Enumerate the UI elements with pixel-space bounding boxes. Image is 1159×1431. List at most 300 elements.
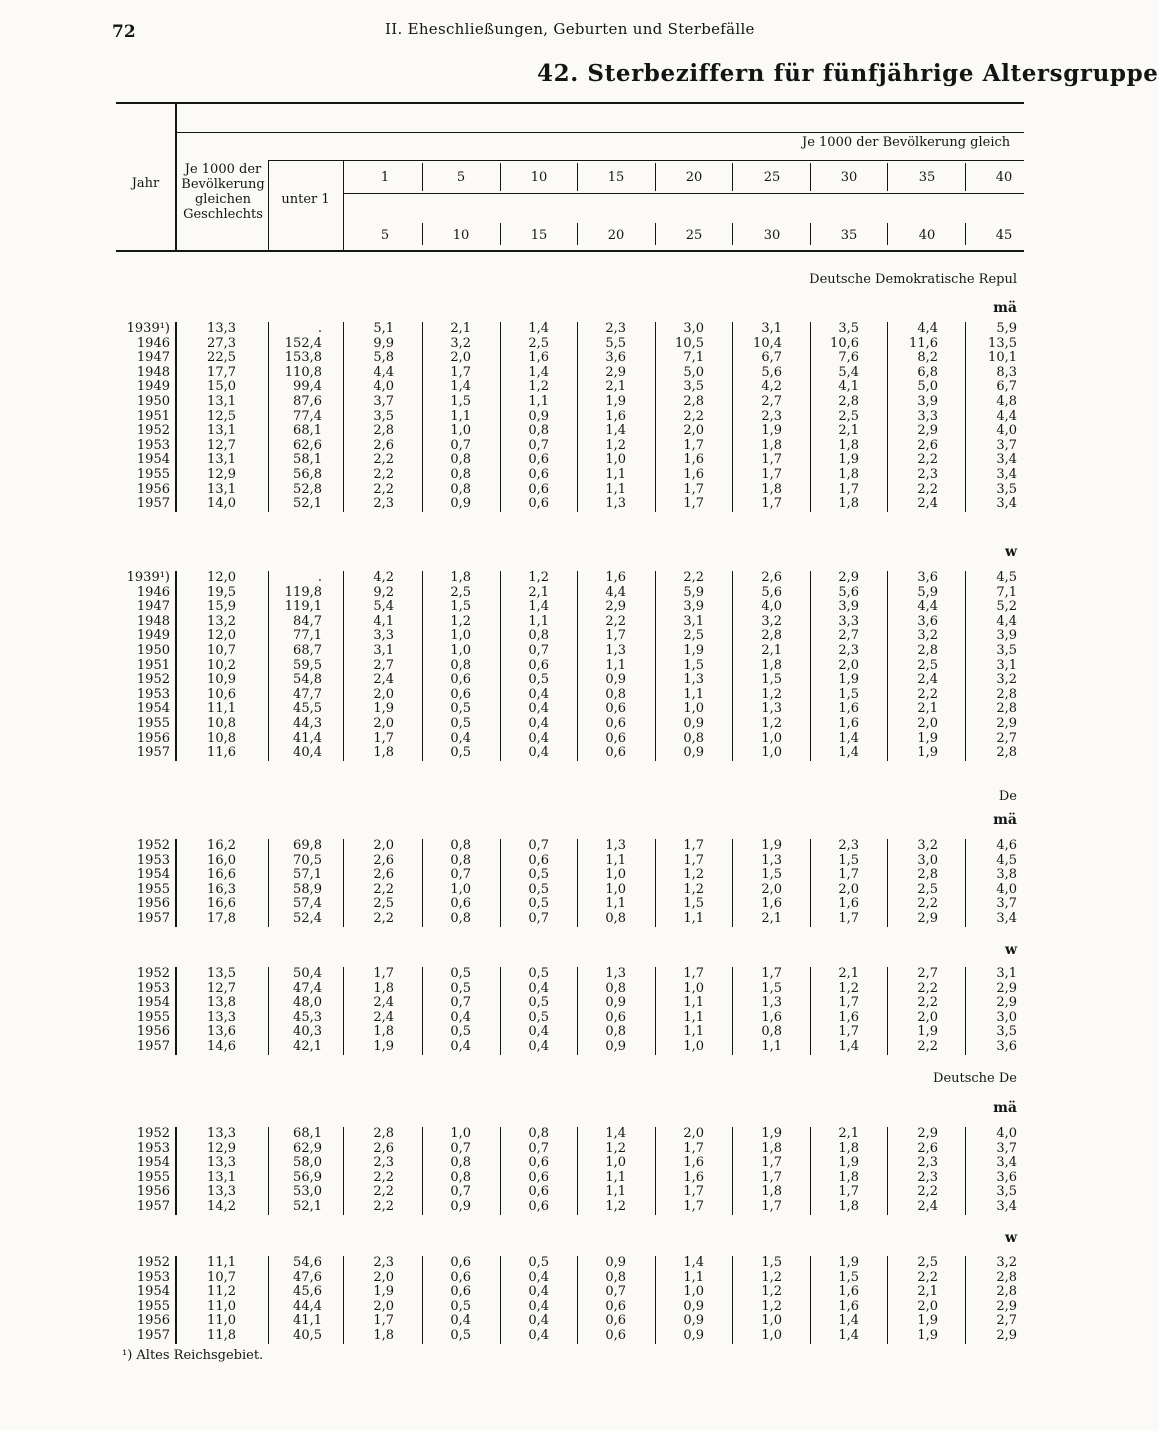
value-cell: 3,7 [996, 437, 1017, 453]
value-cell: 4,8 [996, 394, 1017, 409]
value-cell: 2,1 [838, 966, 859, 981]
value-cell: 0,4 [450, 1039, 471, 1054]
year-cell: 1956 [136, 730, 170, 746]
value-cell: 3,0 [917, 852, 938, 868]
age-from-2: 10 [530, 170, 548, 185]
value-cell: 1,7 [683, 852, 704, 868]
value-cell: 3,9 [996, 628, 1017, 644]
value-cell: 1,4 [838, 745, 859, 761]
year-cell: 1957 [136, 911, 170, 926]
value-cell: 152,4 [284, 335, 322, 351]
value-cell: 0,4 [528, 1024, 549, 1040]
value-cell: 3,7 [373, 394, 394, 409]
value-cell: 3,5 [683, 379, 704, 395]
value-cell: 41,1 [293, 1313, 322, 1329]
value-cell: 2,9 [917, 423, 938, 439]
value-cell: 0,6 [450, 686, 471, 702]
value-cell: 5,2 [996, 599, 1017, 615]
value-cell: 0,5 [528, 1255, 549, 1270]
value-cell: 5,8 [373, 350, 394, 366]
value-cell: 1,6 [761, 896, 782, 912]
value-cell: 54,6 [293, 1255, 322, 1270]
value-cell: 3,2 [450, 335, 471, 351]
value-cell: 48,0 [293, 995, 322, 1011]
value-cell: 56,9 [293, 1169, 322, 1185]
value-cell: 13,1 [207, 481, 236, 497]
value-cell: 1,9 [838, 452, 859, 468]
value-cell: 42,1 [293, 1039, 322, 1054]
age-from-4: 20 [685, 170, 703, 185]
value-cell: 0,4 [528, 716, 549, 731]
value-cell: 40,5 [293, 1328, 322, 1343]
value-cell: 2,0 [373, 1298, 394, 1314]
value-cell: 0,7 [528, 838, 549, 853]
value-cell: 0,8 [605, 980, 626, 996]
value-cell: 0,9 [450, 496, 471, 512]
value-cell: 2,2 [917, 481, 938, 497]
value-cell: 19,5 [207, 584, 236, 600]
year-cell: 1953 [136, 980, 170, 996]
value-cell: 2,2 [373, 481, 394, 497]
value-cell: 13,1 [207, 423, 236, 439]
value-cell: 58,1 [293, 452, 322, 468]
value-cell: 3,6 [996, 1169, 1017, 1185]
value-cell: 3,2 [917, 838, 938, 853]
value-cell: 2,1 [917, 701, 938, 717]
value-cell: 0,9 [683, 716, 704, 731]
value-cell: 2,2 [373, 881, 394, 897]
value-cell: 3,7 [996, 896, 1017, 912]
table-row [0, 1184, 1024, 1199]
value-cell: 0,8 [450, 452, 471, 468]
age-header-divider [810, 223, 811, 245]
value-cell: 0,6 [605, 1313, 626, 1329]
value-cell: 1,3 [605, 643, 626, 658]
year-cell: 1949 [136, 628, 170, 644]
table-row [0, 1270, 1024, 1285]
age-header-divider [732, 163, 733, 191]
value-cell: 84,7 [293, 613, 322, 629]
value-cell: 1,7 [838, 1184, 859, 1200]
value-cell: 2,1 [528, 584, 549, 600]
value-cell: 1,9 [838, 1155, 859, 1171]
table-row [0, 838, 1024, 853]
value-cell: 13,3 [207, 321, 236, 336]
age-from-6: 30 [840, 170, 858, 185]
year-cell: 1947 [136, 599, 170, 615]
value-cell: 58,0 [293, 1155, 322, 1171]
value-cell: 1,3 [761, 852, 782, 868]
year-cell: 1957 [136, 1328, 170, 1343]
value-cell: 1,4 [605, 1126, 626, 1141]
value-cell: 4,4 [917, 321, 938, 336]
value-cell: 2,8 [996, 701, 1017, 717]
value-cell: 1,6 [683, 1155, 704, 1171]
table-row [0, 438, 1024, 453]
value-cell: 47,4 [293, 980, 322, 996]
value-cell: 2,5 [917, 881, 938, 897]
value-cell: 3,1 [683, 613, 704, 629]
age-header-divider [500, 223, 501, 245]
table-row [0, 896, 1024, 911]
value-cell: 2,2 [683, 408, 704, 424]
value-cell: 12,7 [207, 437, 236, 453]
table-row [0, 1155, 1024, 1170]
year-cell: 1957 [136, 1039, 170, 1054]
value-cell: 0,6 [450, 1255, 471, 1270]
value-cell: 1,6 [838, 701, 859, 717]
value-cell: 1,4 [683, 1255, 704, 1270]
value-cell: 1,9 [605, 394, 626, 409]
value-cell: 2,1 [761, 643, 782, 658]
value-cell: 2,6 [761, 570, 782, 585]
value-cell: 4,4 [996, 613, 1017, 629]
value-cell: 1,1 [683, 1269, 704, 1285]
value-cell: 87,6 [293, 394, 322, 409]
value-cell: 1,7 [373, 1313, 394, 1329]
value-cell: 13,2 [207, 613, 236, 629]
value-cell: 0,9 [683, 1313, 704, 1329]
value-cell: 2,0 [373, 686, 394, 702]
value-cell: 1,3 [683, 672, 704, 688]
value-cell: 1,5 [761, 867, 782, 883]
section-region-label: De [998, 789, 1017, 804]
value-cell: 0,6 [528, 481, 549, 497]
value-cell: 1,9 [917, 1328, 938, 1343]
value-cell: 5,6 [838, 584, 859, 600]
value-cell: 40,3 [293, 1024, 322, 1040]
value-cell: 1,0 [683, 1284, 704, 1300]
value-cell: 119,8 [284, 584, 322, 600]
value-cell: 2,5 [528, 335, 549, 351]
value-cell: 0,6 [605, 1328, 626, 1343]
value-cell: 0,6 [528, 657, 549, 673]
value-cell: 10,5 [675, 335, 704, 351]
header-divider-jahr [175, 104, 177, 250]
year-cell: 1946 [136, 335, 170, 351]
value-cell: 1,8 [761, 1140, 782, 1156]
value-cell: 1,1 [450, 408, 471, 424]
table-row [0, 1126, 1024, 1141]
value-cell: 2,1 [838, 1126, 859, 1141]
age-header-divider [500, 163, 501, 191]
value-cell: 1,0 [605, 881, 626, 897]
value-cell: 5,4 [838, 364, 859, 380]
value-cell: 77,1 [293, 628, 322, 644]
value-cell: 1,1 [605, 1184, 626, 1200]
year-cell: 1953 [136, 437, 170, 453]
value-cell: 1,5 [683, 896, 704, 912]
year-cell: 1956 [136, 896, 170, 912]
value-cell: 0,7 [528, 643, 549, 658]
value-cell: 1,1 [605, 467, 626, 482]
value-cell: 0,6 [605, 701, 626, 717]
value-cell: 2,8 [373, 423, 394, 439]
value-cell: 0,8 [450, 467, 471, 482]
value-cell: 22,5 [207, 350, 236, 366]
value-cell: 1,1 [528, 613, 549, 629]
value-cell: 0,7 [450, 867, 471, 883]
value-cell: 4,4 [996, 408, 1017, 424]
value-cell: 1,9 [683, 643, 704, 658]
value-cell: 13,8 [207, 995, 236, 1011]
value-cell: 3,2 [917, 628, 938, 644]
value-cell: 3,1 [996, 657, 1017, 673]
value-cell: 1,0 [605, 452, 626, 468]
value-cell: 0,4 [528, 686, 549, 702]
table-row [0, 628, 1024, 643]
value-cell: 1,0 [450, 881, 471, 897]
value-cell: 3,3 [917, 408, 938, 424]
header-under-1: unter 1 [281, 192, 330, 207]
value-cell: 0,4 [528, 730, 549, 746]
value-cell: 0,8 [605, 686, 626, 702]
value-cell: 1,7 [683, 966, 704, 981]
value-cell: 3,8 [996, 867, 1017, 883]
value-cell: 3,5 [373, 408, 394, 424]
value-cell: 10,8 [207, 730, 236, 746]
value-cell: 1,6 [838, 716, 859, 731]
value-cell: 1,3 [761, 701, 782, 717]
value-cell: 54,8 [293, 672, 322, 688]
value-cell: 0,8 [683, 730, 704, 746]
value-cell: 0,6 [605, 716, 626, 731]
year-cell: 1954 [136, 1155, 170, 1171]
value-cell: 0,5 [528, 672, 549, 688]
value-cell: . [317, 570, 322, 585]
value-cell: 1,2 [605, 437, 626, 453]
value-cell: 0,4 [528, 1313, 549, 1329]
value-cell: 1,7 [373, 966, 394, 981]
value-cell: 13,3 [207, 1184, 236, 1200]
value-cell: 2,0 [683, 423, 704, 439]
year-cell: 1949 [136, 379, 170, 395]
table-row [0, 1039, 1024, 1054]
value-cell: 2,4 [917, 672, 938, 688]
value-cell: 0,6 [605, 1009, 626, 1025]
value-cell: 0,4 [528, 1269, 549, 1285]
value-cell: 52,8 [293, 481, 322, 497]
value-cell: 0,5 [528, 867, 549, 883]
value-cell: 3,4 [996, 496, 1017, 512]
value-cell: 2,2 [917, 1184, 938, 1200]
value-cell: 1,0 [450, 423, 471, 439]
value-cell: 3,0 [683, 321, 704, 336]
year-cell: 1955 [136, 1009, 170, 1025]
value-cell: 2,4 [917, 496, 938, 512]
value-cell: 14,2 [207, 1199, 236, 1214]
value-cell: 2,7 [761, 394, 782, 409]
value-cell: 52,1 [293, 496, 322, 512]
value-cell: 3,9 [917, 394, 938, 409]
value-cell: 1,2 [528, 570, 549, 585]
value-cell: 16,3 [207, 881, 236, 897]
value-cell: 53,0 [293, 1184, 322, 1200]
year-cell: 1947 [136, 350, 170, 366]
value-cell: 4,0 [373, 379, 394, 395]
value-cell: 1,6 [838, 1009, 859, 1025]
value-cell: 2,4 [373, 1009, 394, 1025]
value-cell: 1,8 [761, 437, 782, 453]
value-cell: 1,0 [450, 643, 471, 658]
value-cell: 1,1 [683, 1009, 704, 1025]
table-row [0, 882, 1024, 897]
value-cell: 5,1 [373, 321, 394, 336]
value-cell: 1,8 [373, 745, 394, 761]
value-cell: 1,2 [528, 379, 549, 395]
value-cell: 0,8 [605, 1024, 626, 1040]
value-cell: 0,9 [683, 1328, 704, 1343]
value-cell: 2,7 [996, 1313, 1017, 1329]
value-cell: 27,3 [207, 335, 236, 351]
value-cell: 2,3 [373, 1155, 394, 1171]
value-cell: 0,6 [528, 496, 549, 512]
value-cell: 3,5 [996, 1024, 1017, 1040]
header-per1000-same-sex: Je 1000 der Bevölkerung gleichen Geschlechts [181, 162, 265, 222]
value-cell: 1,3 [761, 995, 782, 1011]
value-cell: 1,1 [683, 911, 704, 926]
age-to-6: 35 [840, 228, 858, 243]
value-cell: 2,2 [373, 1199, 394, 1214]
age-header-divider [577, 223, 578, 245]
section-sex-label: mä [993, 812, 1017, 828]
value-cell: 2,7 [996, 730, 1017, 746]
value-cell: 2,3 [917, 1169, 938, 1185]
value-cell: 1,4 [838, 730, 859, 746]
table-title: 42. Sterbeziffern für fünfjährige Altersgruppe [537, 60, 1159, 87]
year-cell: 1954 [136, 867, 170, 883]
value-cell: 0,6 [605, 745, 626, 761]
value-cell: 1,7 [838, 1024, 859, 1040]
value-cell: 2,9 [605, 364, 626, 380]
value-cell: 1,7 [450, 364, 471, 380]
value-cell: 1,9 [373, 1284, 394, 1300]
value-cell: 12,7 [207, 980, 236, 996]
value-cell: 2,9 [996, 1298, 1017, 1314]
year-cell: 1953 [136, 1269, 170, 1285]
value-cell: 0,9 [605, 672, 626, 688]
value-cell: 1,8 [838, 1169, 859, 1185]
value-cell: 0,5 [450, 1328, 471, 1343]
year-cell: 1939¹) [126, 570, 170, 585]
value-cell: 1,6 [605, 570, 626, 585]
value-cell: 0,8 [450, 1169, 471, 1185]
age-header-divider [655, 163, 656, 191]
value-cell: 3,4 [996, 452, 1017, 468]
table-row [0, 1141, 1024, 1156]
value-cell: 2,3 [605, 321, 626, 336]
value-cell: 2,9 [996, 995, 1017, 1011]
value-cell: 2,2 [605, 613, 626, 629]
value-cell: 2,2 [373, 1169, 394, 1185]
value-cell: 0,6 [450, 896, 471, 912]
value-cell: 4,4 [917, 599, 938, 615]
value-cell: 153,8 [284, 350, 322, 366]
value-cell: 8,2 [917, 350, 938, 366]
year-cell: 1957 [136, 1199, 170, 1214]
value-cell: 5,5 [605, 335, 626, 351]
value-cell: 57,4 [293, 896, 322, 912]
value-cell: 1,9 [373, 701, 394, 717]
value-cell: 1,0 [761, 1328, 782, 1343]
value-cell: 0,9 [450, 1199, 471, 1214]
value-cell: 0,5 [528, 896, 549, 912]
value-cell: 1,4 [450, 379, 471, 395]
age-header-divider [577, 163, 578, 191]
value-cell: 0,4 [528, 1039, 549, 1054]
value-cell: 0,7 [450, 1184, 471, 1200]
year-cell: 1951 [136, 408, 170, 424]
value-cell: 7,1 [996, 584, 1017, 600]
year-cell: 1955 [136, 467, 170, 482]
value-cell: 47,7 [293, 686, 322, 702]
value-cell: 2,5 [683, 628, 704, 644]
value-cell: 10,7 [207, 1269, 236, 1285]
year-cell: 1957 [136, 745, 170, 761]
value-cell: 99,4 [293, 379, 322, 395]
value-cell: 2,5 [373, 896, 394, 912]
value-cell: 13,5 [207, 966, 236, 981]
value-cell: 44,4 [293, 1298, 322, 1314]
value-cell: 2,8 [838, 394, 859, 409]
age-header-divider [887, 223, 888, 245]
value-cell: 5,0 [917, 379, 938, 395]
section-sex-label: w [1004, 544, 1017, 560]
value-cell: 0,4 [450, 730, 471, 746]
value-cell: 5,0 [683, 364, 704, 380]
value-cell: 62,6 [293, 437, 322, 453]
value-cell: 1,8 [373, 1024, 394, 1040]
value-cell: 1,8 [838, 437, 859, 453]
value-cell: 11,1 [207, 701, 236, 717]
table-row [0, 379, 1024, 394]
value-cell: 119,1 [284, 599, 322, 615]
age-to-1: 10 [452, 228, 470, 243]
value-cell: 1,2 [761, 686, 782, 702]
table-row [0, 482, 1024, 497]
value-cell: 13,3 [207, 1126, 236, 1141]
value-cell: 12,0 [207, 570, 236, 585]
age-from-3: 15 [607, 170, 625, 185]
value-cell: 0,5 [450, 716, 471, 731]
value-cell: 1,2 [605, 1199, 626, 1214]
value-cell: 2,5 [450, 584, 471, 600]
value-cell: 1,2 [761, 1284, 782, 1300]
value-cell: 1,2 [761, 1269, 782, 1285]
value-cell: 3,6 [605, 350, 626, 366]
value-cell: 0,5 [528, 995, 549, 1011]
value-cell: 10,4 [753, 335, 782, 351]
year-cell: 1948 [136, 613, 170, 629]
year-cell: 1950 [136, 394, 170, 409]
value-cell: 0,5 [528, 966, 549, 981]
value-cell: 8,3 [996, 364, 1017, 380]
age-header-divider [965, 223, 966, 245]
value-cell: 10,1 [988, 350, 1017, 366]
value-cell: 0,5 [450, 1298, 471, 1314]
value-cell: 0,6 [528, 467, 549, 482]
value-cell: 1,7 [683, 1199, 704, 1214]
table-header-bottom-rule [116, 250, 1024, 252]
value-cell: 1,6 [838, 896, 859, 912]
table-row [0, 643, 1024, 658]
header-age-group-label: Je 1000 der Bevölkerung gleich [802, 135, 1011, 150]
value-cell: 12,0 [207, 628, 236, 644]
value-cell: 2,3 [373, 1255, 394, 1270]
year-cell: 1951 [136, 657, 170, 673]
value-cell: 1,8 [373, 1328, 394, 1343]
year-cell: 1946 [136, 584, 170, 600]
